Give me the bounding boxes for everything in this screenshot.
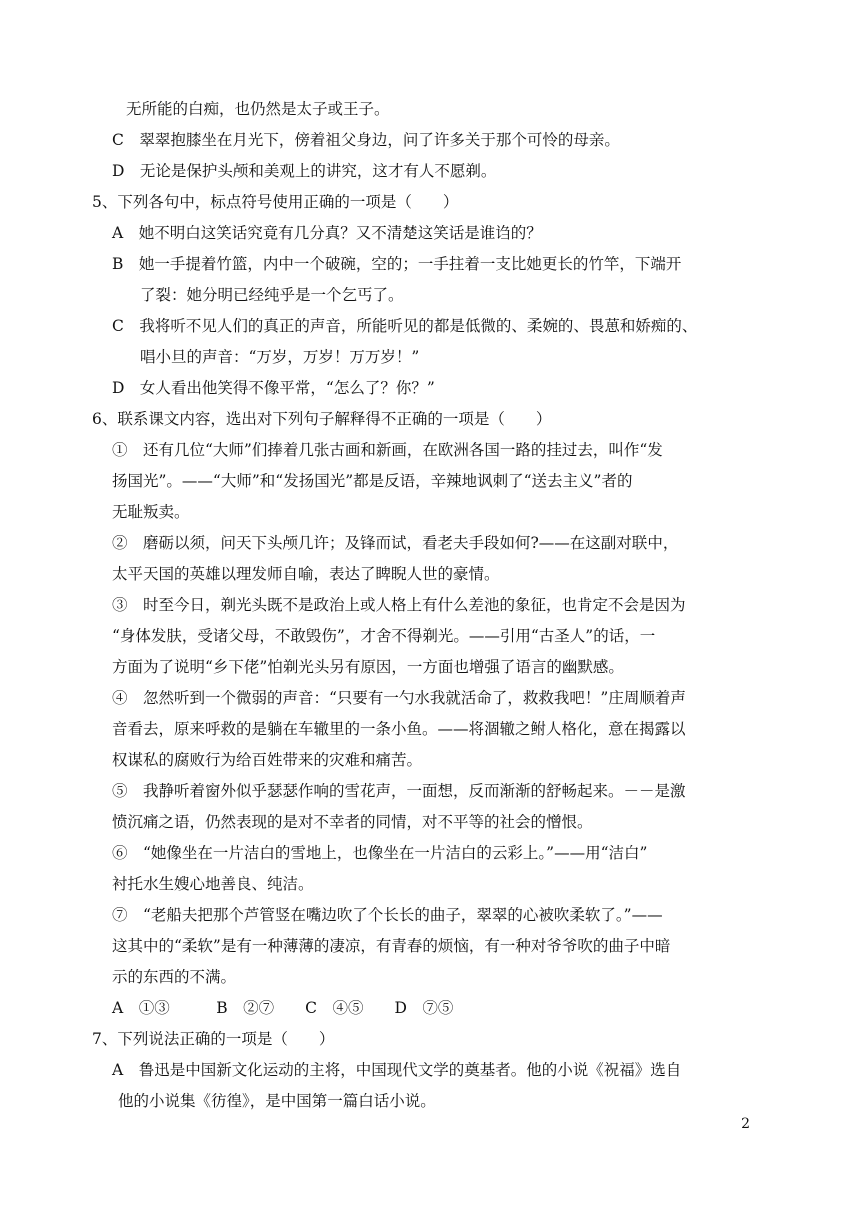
- item-4: ④ 忽然听到一个微弱的声音：“只要有一勺水我就活命了，救救我吧！”庄周顺着声: [112, 689, 686, 707]
- text-line: 权谋私的腐败行为给百姓带来的灾难和痛苦。: [112, 751, 423, 769]
- text-line: 无耻叛卖。: [112, 503, 190, 521]
- item-1: ① 还有几位“大师”们捧着几张古画和新画，在欧洲各国一路的挂过去，叫作“发: [112, 441, 663, 459]
- text-line: “身体发肤，受诸父母，不敢毁伤”，才舍不得剃光。——引用“古圣人”的话，一: [112, 627, 656, 645]
- option-c: C 我将听不见人们的真正的声音，所能听见的都是低微的、柔婉的、畏葸和娇痴的、: [112, 317, 698, 335]
- text-line: 唱小旦的声音：“万岁，万岁！万万岁！”: [140, 348, 420, 366]
- text-line: 扬国光”。——“大师”和“发扬国光”都是反语，辛辣地讽刺了“送去主义”者的: [112, 472, 633, 490]
- page-number: 2: [741, 1116, 750, 1132]
- item-2: ② 磨砺以须，问天下头颅几许；及锋而试，看老夫手段如何?——在这副对联中，: [112, 534, 679, 552]
- text-line: 音看去，原来呼救的是躺在车辙里的一条小鱼。——将涸辙之鲋人格化，意在揭露以: [112, 720, 686, 738]
- item-6: ⑥ “她像坐在一片洁白的雪地上，也像坐在一片洁白的云彩上。”——用“洁白”: [112, 844, 648, 862]
- text-line: 他的小说集《彷徨》，是中国第一篇白话小说。: [118, 1092, 436, 1110]
- item-3: ③ 时至今日，剃光头既不是政治上或人格上有什么差池的象征，也肯定不会是因为: [112, 596, 686, 614]
- text-line: 方面为了说明“乡下佬”怕剃光头另有原因，一方面也增强了语言的幽默感。: [112, 658, 624, 676]
- text-line: 太平天国的英雄以理发师自喻，表达了睥睨人世的豪情。: [112, 565, 500, 583]
- question-5: 5、下列各句中，标点符号使用正确的一项是（ ）: [92, 193, 459, 211]
- question-7: 7、下列说法正确的一项是（ ）: [92, 1030, 335, 1048]
- option-d: D 女人看出他笑得不像平常，“怎么了？你？”: [112, 379, 435, 397]
- text-line: 衬托水生嫂心地善良、纯洁。: [112, 875, 314, 893]
- option-a: A 她不明白这笑话究竟有几分真？又不清楚这笑话是谁诌的？: [112, 224, 542, 242]
- item-7: ⑦ “老船夫把那个芦管竖在嘴边吹了个长长的曲子，翠翠的心被吹柔软了。”——: [112, 906, 663, 924]
- text-line: 这其中的“柔软”是有一种薄薄的凄凉，有青春的烦恼，有一种对爷爷吹的曲子中暗: [112, 937, 671, 955]
- option-d: D 无论是保护头颅和美观上的讲究，这才有人不愿剃。: [112, 162, 497, 180]
- item-5: ⑤ 我静听着窗外似乎瑟瑟作响的雪花声，一面想，反而渐渐的舒畅起来。－－是激: [112, 782, 686, 800]
- option-b: B 她一手提着竹篮，内中一个破碗，空的；一手拄着一支比她更长的竹竿，下端开: [112, 255, 682, 273]
- question-6: 6、联系课文内容，选出对下列句子解释得不正确的一项是（ ）: [92, 410, 552, 428]
- answer-choices: A ①③ B ②⑦ C ④⑤ D ⑦⑤: [112, 999, 454, 1017]
- text-line: 无所能的白痴，也仍然是太子或王子。: [126, 100, 390, 118]
- option-a: A 鲁迅是中国新文化运动的主将，中国现代文学的奠基者。他的小说《祝福》选自: [112, 1061, 682, 1079]
- text-line: 了裂：她分明已经纯乎是一个乞丐了。: [140, 286, 404, 304]
- text-line: 示的东西的不满。: [112, 968, 237, 986]
- option-c: C 翠翠抱膝坐在月光下，傍着祖父身边，问了许多关于那个可怜的母亲。: [112, 131, 620, 149]
- text-line: 愤沉痛之语，仍然表现的是对不幸者的同情，对不平等的社会的憎恨。: [112, 813, 593, 831]
